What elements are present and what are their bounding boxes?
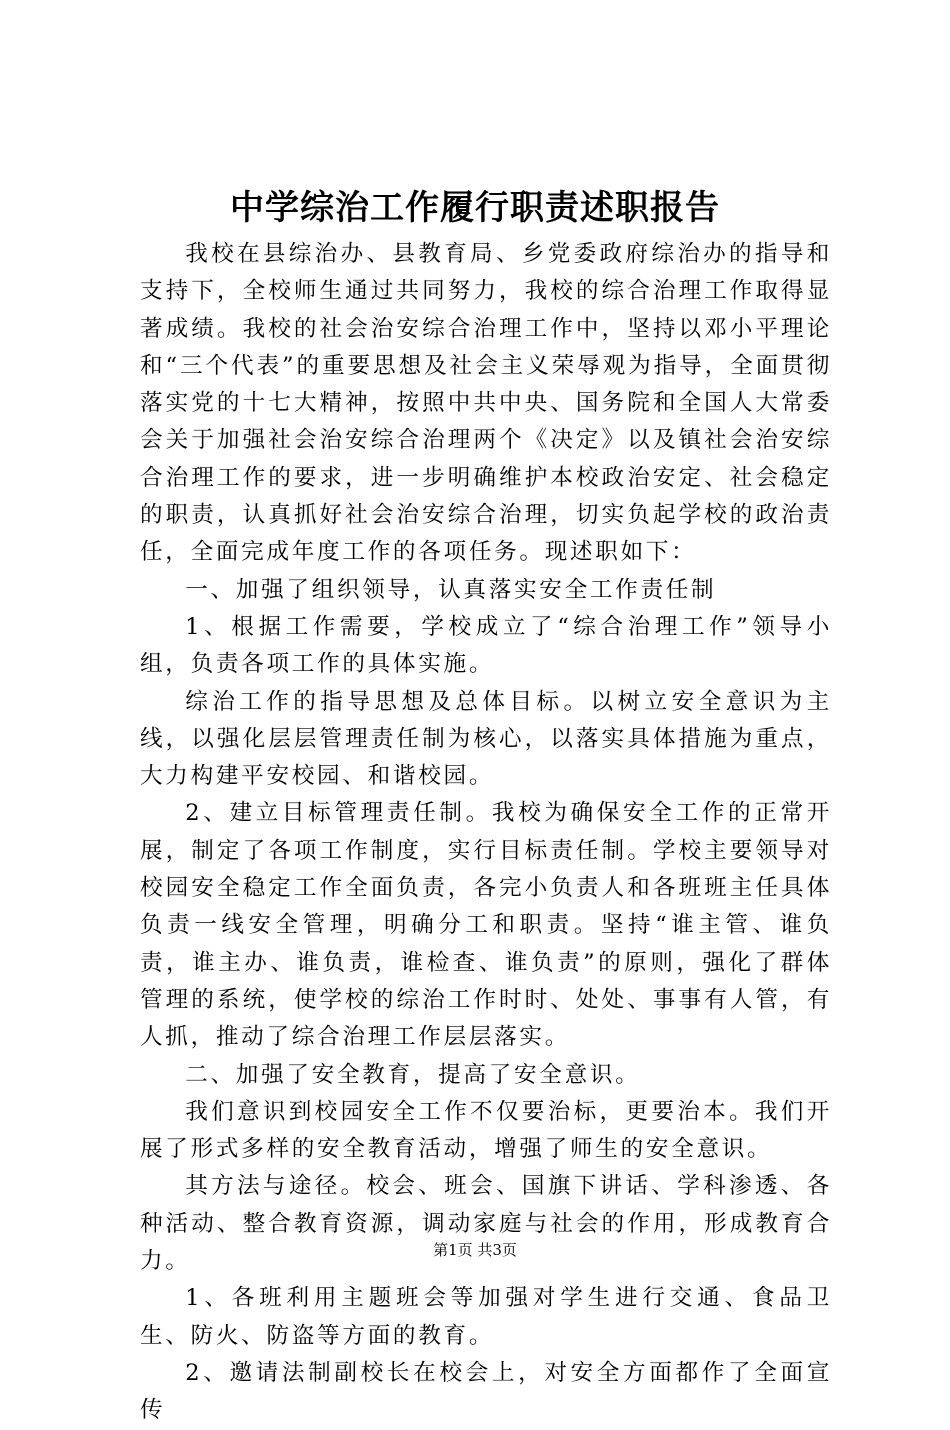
paragraph: 2、邀请法制副校长在校会上，对安全方面都作了全面宣传: [140, 1359, 832, 1424]
paragraph: 1、各班利用主题班会等加强对学生进行交通、食品卫生、防火、防盗等方面的教育。: [140, 1285, 832, 1349]
paragraph-intro: 我校在县综治办、县教育局、乡党委政府综治办的指导和支持下，全校师生通过共同努力，我校的综合治理工作取得显著成绩。我校的社会治安综合治理工作中，坚持以邓小平理论和“三个代表”的重要思想及社会主义荣辱观为指导，全面贯彻落实党的十七大精神，按照中共中央、国务院和全国人大常委会关于加强社会治安综合治理两个《决定》以及镇社会治安综合治理工作的要求，进一步明确维护本校政治安定、社会稳定的职责，认真抓好社会治安综合治理，切实负起学校的政治责任，全面完成年度工作的各项任务。现述职如下：: [140, 241, 832, 566]
paragraph: 综治工作的指导思想及总体目标。以树立安全意识为主线，以强化层层管理责任制为核心，以落实具体措施为重点，大力构建平安校园、和谐校园。: [140, 688, 832, 790]
document-title: 中学综治工作履行职责述职报告: [230, 188, 720, 228]
paragraph: 2、建立目标管理责任制。我校为确保安全工作的正常开展，制定了各项工作制度，实行目标责任制。学校主要领导对校园安全稳定工作全面负责，各完小负责人和各班班主任具体负责一线安全管理，明确分工和职责。坚持“谁主管、谁负责，谁主办、谁负责，谁检查、谁负责”的原则，强化了群体管理的系统，使学校的综治工作时时、处处、事事有人管，有人抓，推动了综合治理工作层层落实。: [140, 800, 832, 1051]
paragraph: 1、根据工作需要，学校成立了“综合治理工作”领导小组，负责各项工作的具体实施。: [140, 613, 832, 678]
section-heading-1: 一、加强了组织领导，认真落实安全工作责任制: [185, 576, 717, 603]
paragraph: 其方法与途径。校会、班会、国旗下讲话、学科渗透、各种活动、整合教育资源，调动家庭与社会的作用，形成教育合力。: [140, 1173, 832, 1275]
section-heading-2: 二、加强了安全教育，提高了安全意识。: [185, 1061, 641, 1088]
paragraph: 我们意识到校园安全工作不仅要治标，更要治本。我们开展了形式多样的安全教育活动，增强了师生的安全意识。: [140, 1098, 832, 1163]
page-footer: 第1页 共3页: [433, 1241, 517, 1259]
